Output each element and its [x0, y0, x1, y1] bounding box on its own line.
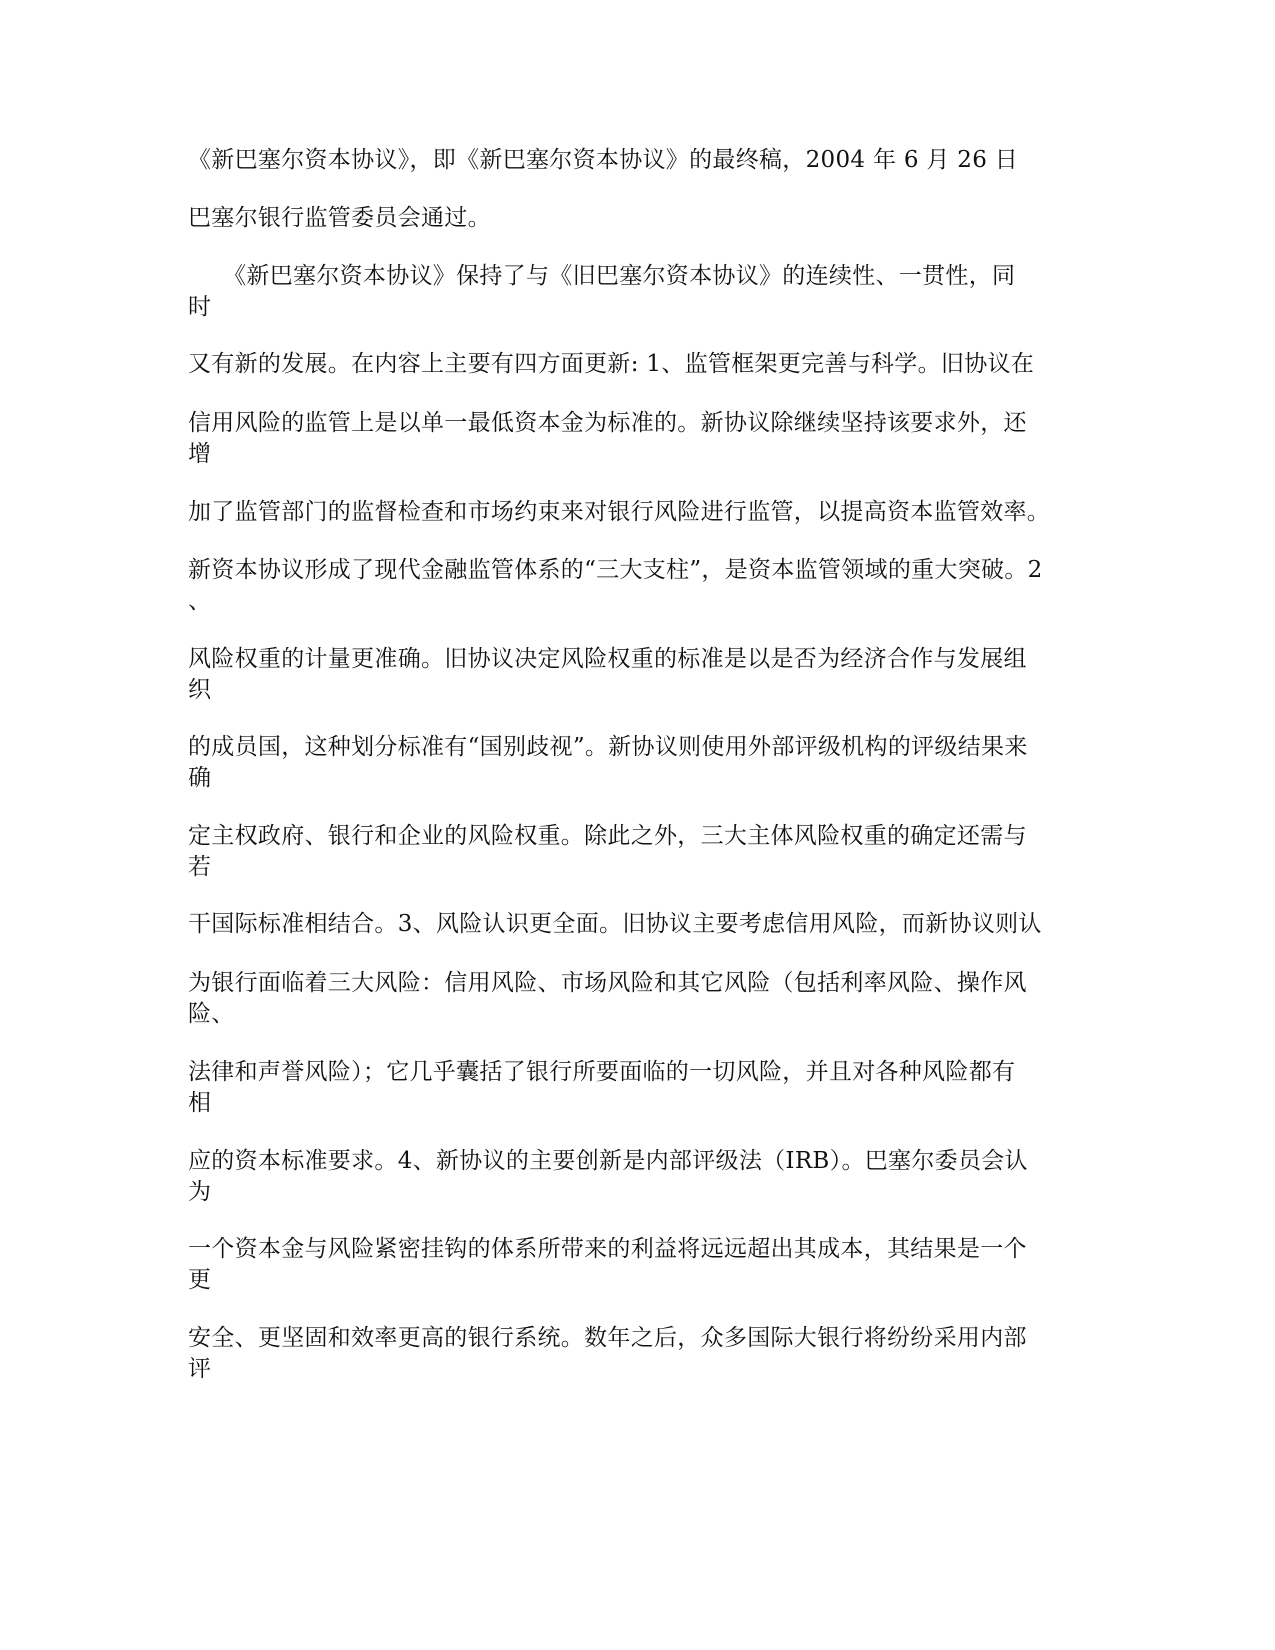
text-line: 确 — [188, 765, 212, 791]
text-line: 若 — [188, 854, 212, 880]
text-line: 《新巴塞尔资本协议》，即《新巴塞尔资本协议》的最终稿，2004 年 6 月 26 日 — [188, 147, 1019, 173]
text-line: 干国际标准相结合。3、风险认识更全面。旧协议主要考虑信用风险，而新协议则认 — [188, 911, 1042, 937]
text-line: 新资本协议形成了现代金融监管体系的“三大支柱”，是资本监管领域的重大突破。2 — [188, 557, 1043, 583]
text-line: 《新巴塞尔资本协议》保持了与《旧巴塞尔资本协议》的连续性、一贯性，同 — [188, 263, 1016, 289]
text-line: 相 — [188, 1090, 212, 1116]
text-line: 为银行面临着三大风险：信用风险、市场风险和其它风险（包括利率风险、操作风 — [188, 970, 1027, 996]
text-line: 应的资本标准要求。4、新协议的主要创新是内部评级法（IRB）。巴塞尔委员会认 — [188, 1148, 1028, 1174]
text-line: 加了监管部门的监督检查和市场约束来对银行风险进行监管，以提高资本监管效率。 — [188, 499, 1051, 525]
text-line: 定主权政府、银行和企业的风险权重。除此之外，三大主体风险权重的确定还需与 — [188, 823, 1027, 849]
text-line: 一个资本金与风险紧密挂钩的体系所带来的利益将远远超出其成本，其结果是一个 — [188, 1236, 1027, 1262]
text-line: 更 — [188, 1267, 212, 1293]
text-line: 安全、更坚固和效率更高的银行系统。数年之后，众多国际大银行将纷纷采用内部 — [188, 1325, 1027, 1351]
text-line: 信用风险的监管上是以单一最低资本金为标准的。新协议除继续坚持该要求外，还 — [188, 410, 1027, 436]
text-line: 时 — [188, 294, 212, 320]
text-line: 巴塞尔银行监管委员会通过。 — [188, 205, 491, 231]
text-line: 为 — [188, 1179, 212, 1205]
text-line: 又有新的发展。在内容上主要有四方面更新: 1、监管框架更完善与科学。旧协议在 — [188, 351, 1035, 377]
text-line: 评 — [188, 1356, 212, 1382]
text-line: 织 — [188, 677, 212, 703]
text-line: 法律和声誉风险）；它几乎囊括了银行所要面临的一切风险，并且对各种风险都有 — [188, 1059, 1016, 1085]
text-line: 风险权重的计量更准确。旧协议决定风险权重的标准是以是否为经济合作与发展组 — [188, 646, 1027, 672]
text-line: 、 — [188, 588, 212, 614]
text-line: 增 — [188, 441, 212, 467]
text-line: 的成员国，这种划分标准有“国别歧视”。新协议则使用外部评级机构的评级结果来 — [188, 734, 1028, 760]
text-line: 险、 — [188, 1001, 235, 1027]
